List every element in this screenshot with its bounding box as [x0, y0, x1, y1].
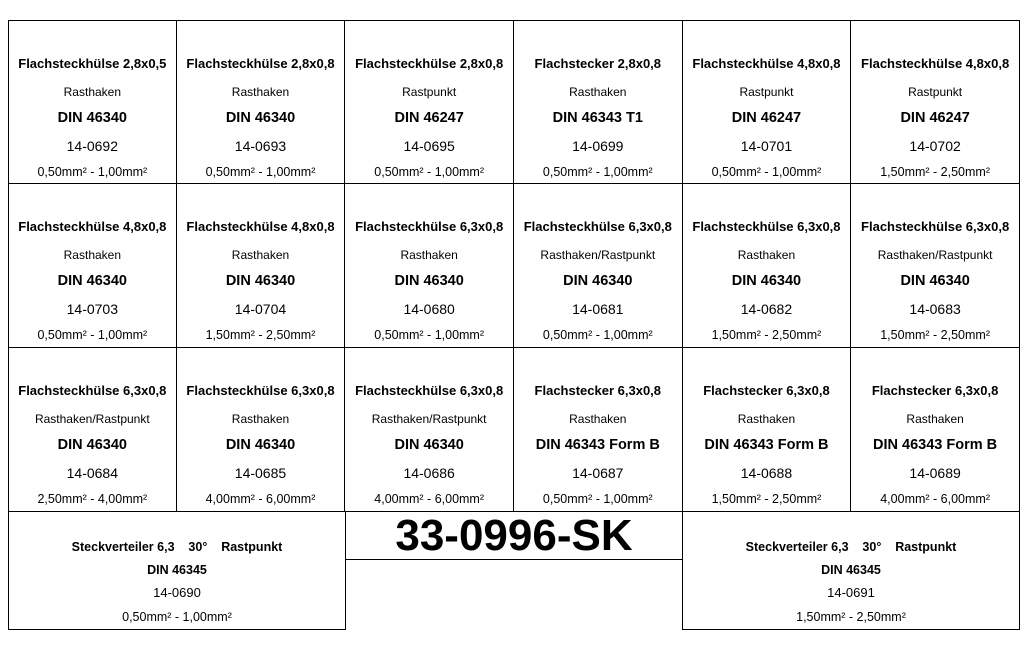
cell-type: Rasthaken [231, 248, 290, 262]
cell-number: 14-0693 [234, 138, 287, 154]
cell-din: DIN 46340 [394, 437, 464, 453]
cell-type: Rasthaken [63, 85, 122, 99]
terminal-cell [851, 20, 1020, 184]
terminal-cell [8, 348, 177, 512]
cell-range: 1,50mm² - 2,50mm² [711, 492, 822, 506]
cell-range: 0,50mm² - 1,00mm² [37, 165, 148, 179]
cell-din: DIN 46340 [900, 273, 970, 289]
cell-number: 14-0683 [909, 301, 961, 317]
cell-range: 1,50mm² - 2,50mm² [711, 328, 822, 342]
cell-title: Flachstecker 6,3x0,8 [871, 383, 999, 398]
cell-title: Flachsteckhülse 2,8x0,8 [355, 56, 504, 71]
cell-title: Flachstecker 6,3x0,8 [534, 383, 662, 398]
terminal-cell [177, 348, 346, 512]
terminal-cell [345, 348, 514, 512]
terminal-cell [514, 184, 683, 348]
cell-number: 14-0685 [234, 465, 287, 481]
cell-type: Rasthaken/Rastpunkt [540, 248, 656, 262]
cell-number: 14-0692 [66, 138, 119, 154]
cell-number: 14-0686 [403, 465, 455, 481]
cell-din: DIN 46247 [394, 110, 464, 126]
distributor-number: 14-0690 [153, 585, 201, 600]
cell-title: Flachsteckhülse 6,3x0,8 [523, 219, 672, 234]
cell-range: 4,00mm² - 6,00mm² [205, 492, 316, 506]
cell-range: 0,50mm² - 1,00mm² [542, 492, 653, 506]
cell-din: DIN 46340 [225, 110, 296, 126]
cell-number: 14-0681 [572, 301, 624, 317]
cell-title: Flachsteckhülse 4,8x0,8 [692, 56, 841, 71]
cell-type: Rasthaken [400, 248, 458, 262]
cell-number: 14-0684 [66, 465, 119, 481]
cell-din: DIN 46340 [225, 437, 296, 453]
cell-number: 14-0687 [572, 465, 624, 481]
cell-number: 14-0689 [909, 465, 961, 481]
cell-din: DIN 46247 [731, 110, 802, 126]
distributor-din: DIN 46345 [147, 563, 207, 577]
grid-row-3 [8, 348, 1020, 512]
cell-number: 14-0701 [740, 138, 793, 154]
cell-type: Rasthaken [569, 85, 627, 99]
cell-range: 0,50mm² - 1,00mm² [374, 328, 485, 342]
cell-range: 1,50mm² - 2,50mm² [205, 328, 316, 342]
cell-title: Flachsteckhülse 6,3x0,8 [355, 219, 504, 234]
terminal-cell [851, 348, 1020, 512]
cell-type: Rasthaken [231, 412, 290, 426]
distributor-din: DIN 46345 [821, 563, 881, 577]
terminal-cell [683, 184, 852, 348]
distributor-number: 14-0691 [827, 585, 875, 600]
cell-range: 1,50mm² - 2,50mm² [880, 165, 990, 179]
cell-number: 14-0682 [740, 301, 793, 317]
cell-title: Flachsteckhülse 6,3x0,8 [861, 219, 1010, 234]
cell-title: Flachsteckhülse 6,3x0,8 [692, 219, 841, 234]
terminal-cell [514, 348, 683, 512]
terminal-cell [177, 20, 346, 184]
product-code: 33-0996-SK [346, 512, 682, 560]
cell-range: 1,50mm² - 2,50mm² [880, 328, 990, 342]
cell-title: Flachsteckhülse 2,8x0,8 [186, 56, 335, 71]
cell-type: Rastpunkt [739, 85, 794, 99]
terminal-cell [683, 348, 852, 512]
cell-type: Rastpunkt [908, 85, 963, 99]
terminal-cell [345, 184, 514, 348]
cell-range: 0,50mm² - 1,00mm² [542, 165, 653, 179]
cell-din: DIN 46343 Form B [704, 437, 829, 453]
cell-type: Rasthaken [737, 248, 796, 262]
cell-number: 14-0699 [572, 138, 624, 154]
bottom-section [8, 512, 1020, 630]
terminal-cell [345, 20, 514, 184]
distributor-range: 1,50mm² - 2,50mm² [796, 610, 906, 624]
cell-title: Flachsteckhülse 4,8x0,8 [186, 219, 335, 234]
cell-title: Flachsteckhülse 4,8x0,8 [861, 56, 1010, 71]
grid-row-2 [8, 184, 1020, 348]
cell-range: 0,50mm² - 1,00mm² [542, 328, 653, 342]
cell-range: 0,50mm² - 1,00mm² [205, 165, 316, 179]
cell-title: Flachsteckhülse 2,8x0,5 [18, 56, 167, 71]
cell-number: 14-0703 [66, 301, 119, 317]
cell-number: 14-0688 [740, 465, 793, 481]
terminal-cell [8, 184, 177, 348]
cell-type: Rasthaken/Rastpunkt [877, 248, 993, 262]
cell-din: DIN 46340 [57, 273, 127, 289]
cell-type: Rasthaken [231, 85, 290, 99]
cell-din: DIN 46340 [563, 273, 633, 289]
cell-type: Rasthaken [737, 412, 796, 426]
grid-row-1 [8, 20, 1020, 184]
distributor-range: 0,50mm² - 1,00mm² [122, 610, 232, 624]
cell-type: Rasthaken [569, 412, 627, 426]
cell-din: DIN 46340 [225, 273, 296, 289]
terminal-cell [514, 20, 683, 184]
terminal-cell [683, 20, 852, 184]
cell-din: DIN 46340 [57, 437, 127, 453]
cell-range: 4,00mm² - 6,00mm² [880, 492, 990, 506]
cell-title: Flachsteckhülse 4,8x0,8 [18, 219, 167, 234]
distributor-title: Steckverteiler 6,3 30° Rastpunkt [745, 540, 957, 554]
terminal-cell [851, 184, 1020, 348]
terminal-grid [8, 20, 1020, 512]
distributor-title: Steckverteiler 6,3 30° Rastpunkt [71, 540, 283, 554]
cell-number: 14-0704 [234, 301, 287, 317]
cell-title: Flachstecker 2,8x0,8 [534, 56, 662, 71]
cell-din: DIN 46343 Form B [873, 437, 998, 453]
cell-range: 0,50mm² - 1,00mm² [37, 328, 148, 342]
cell-din: DIN 46340 [394, 273, 464, 289]
cell-number: 14-0702 [909, 138, 961, 154]
distributor-cell-right [682, 512, 1020, 630]
cell-range: 0,50mm² - 1,00mm² [711, 165, 822, 179]
cell-type: Rasthaken/Rastpunkt [371, 412, 487, 426]
cell-type: Rasthaken [63, 248, 122, 262]
cell-din: DIN 46247 [900, 110, 970, 126]
cell-range: 4,00mm² - 6,00mm² [374, 492, 485, 506]
cell-range: 0,50mm² - 1,00mm² [374, 165, 485, 179]
cell-din: DIN 46343 T1 [552, 110, 643, 126]
cell-title: Flachsteckhülse 6,3x0,8 [18, 383, 167, 398]
cell-title: Flachstecker 6,3x0,8 [703, 383, 830, 398]
cell-range: 2,50mm² - 4,00mm² [37, 492, 148, 506]
terminal-cell [8, 20, 177, 184]
cell-title: Flachsteckhülse 6,3x0,8 [186, 383, 335, 398]
cell-type: Rastpunkt [402, 85, 457, 99]
terminal-cell [177, 184, 346, 348]
cell-din: DIN 46343 Form B [535, 437, 660, 453]
cell-din: DIN 46340 [57, 110, 127, 126]
cell-din: DIN 46340 [731, 273, 802, 289]
cell-number: 14-0680 [403, 301, 455, 317]
cell-number: 14-0695 [403, 138, 455, 154]
cell-type: Rasthaken/Rastpunkt [34, 412, 150, 426]
cell-title: Flachsteckhülse 6,3x0,8 [355, 383, 504, 398]
distributor-cell-left [8, 512, 346, 630]
cell-type: Rasthaken [906, 412, 964, 426]
